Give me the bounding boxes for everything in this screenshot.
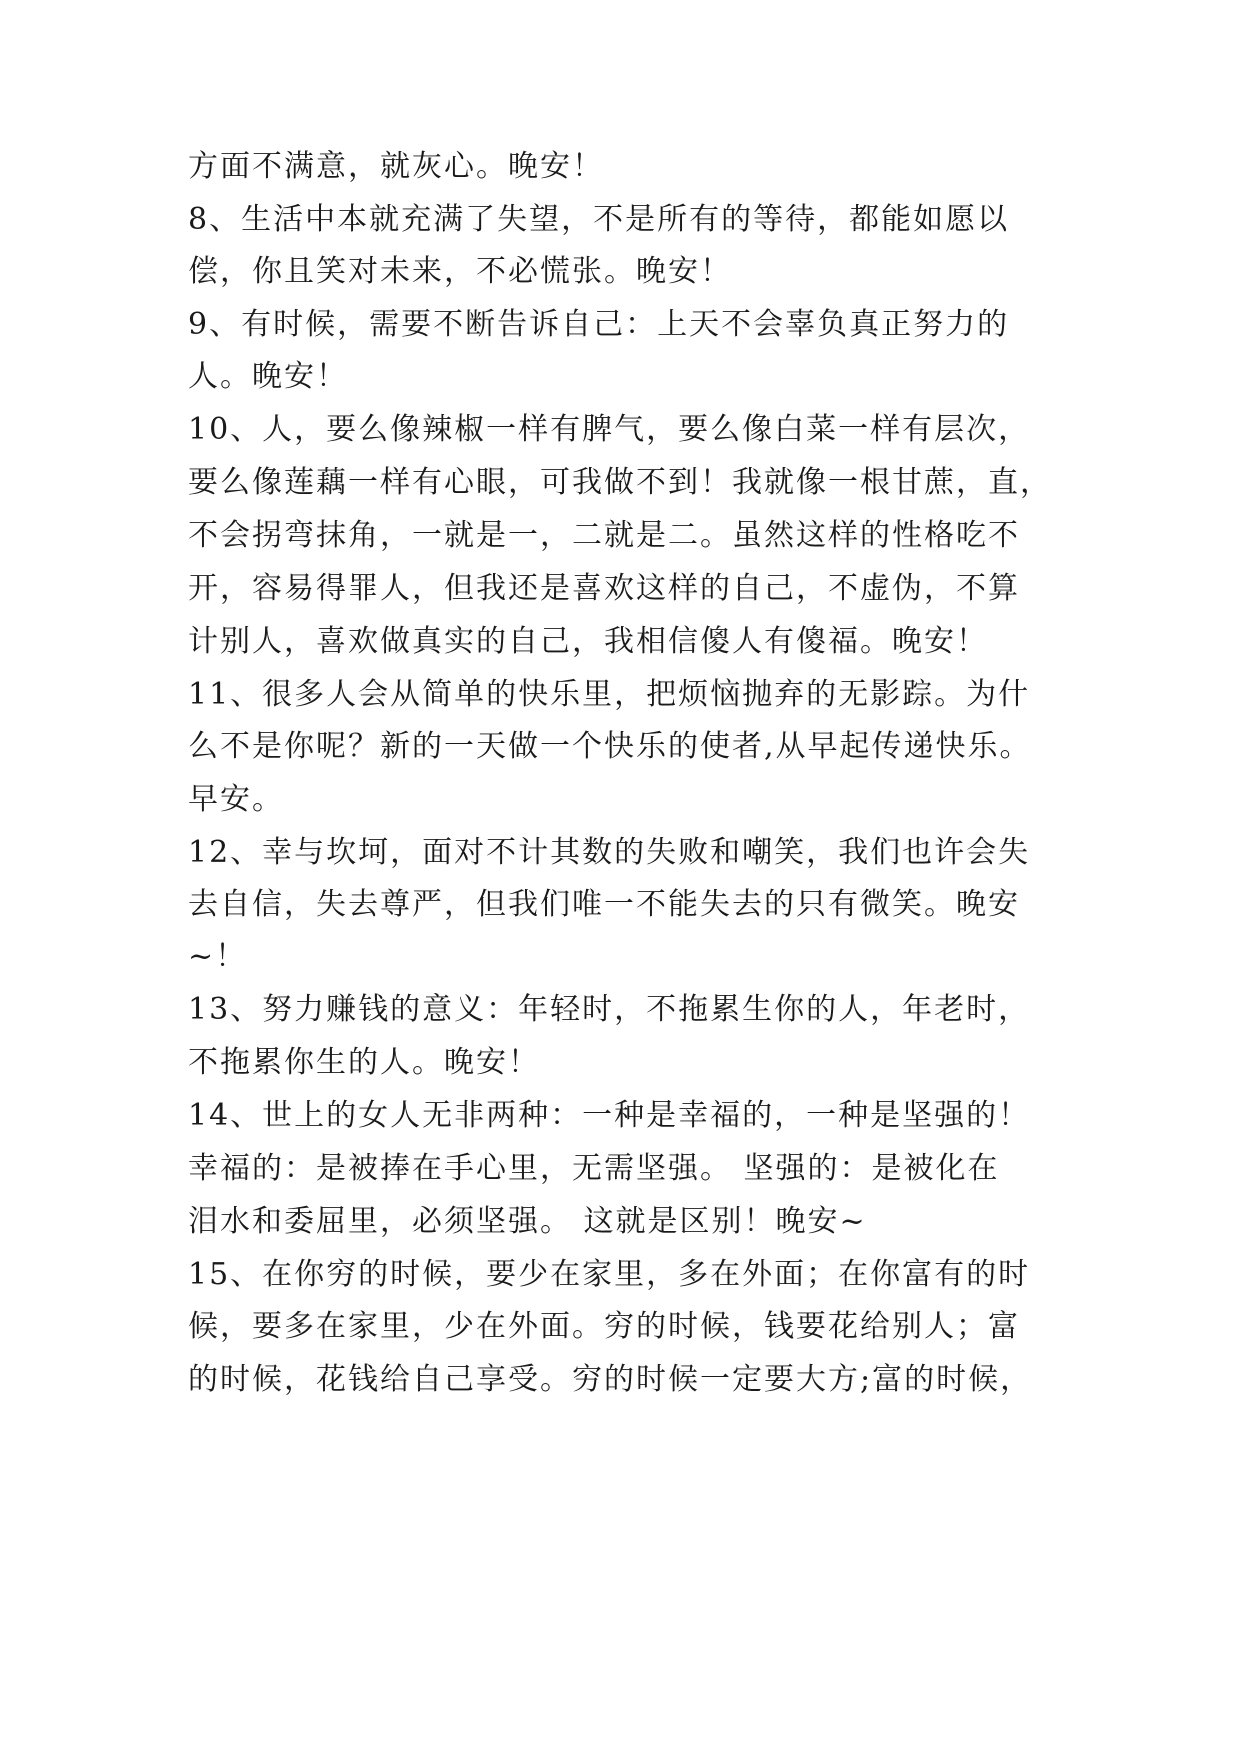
text-line: 幸福的：是被捧在手心里，无需坚强。 坚强的：是被化在 — [188, 1151, 1000, 1186]
text-line: 11、很多人会从简单的快乐里，把烦恼抛弃的无影踪。为什 — [188, 677, 1031, 712]
text-line: 不会拐弯抹角，一就是一，二就是二。虽然这样的性格吃不 — [188, 518, 1020, 553]
text-line: 开，容易得罪人，但我还是喜欢这样的自己，不虚伪，不算 — [188, 571, 1020, 606]
text-line: 13、努力赚钱的意义：年轻时，不拖累生你的人，年老时， — [188, 992, 1031, 1027]
text-line: 不拖累你生的人。晚安！ — [188, 1045, 540, 1080]
text-line: 15、在你穷的时候，要少在家里，多在外面；在你富有的时 — [188, 1257, 1031, 1292]
text-line: 8、生活中本就充满了失望，不是所有的等待，都能如愿以 — [188, 202, 1010, 237]
text-line: 的时候，花钱给自己享受。穷的时候一定要大方;富的时候， — [188, 1362, 1033, 1397]
text-line: 计别人，喜欢做真实的自己，我相信傻人有傻福。晚安！ — [188, 624, 988, 659]
text-line: 12、幸与坎坷，面对不计其数的失败和嘲笑，我们也许会失 — [188, 835, 1031, 870]
text-line: 去自信，失去尊严，但我们唯一不能失去的只有微笑。晚安 — [188, 887, 1020, 922]
text-line: 要么像莲藕一样有心眼，可我做不到！我就像一根甘蔗，直， — [188, 465, 1052, 500]
text-line: 泪水和委屈里，必须坚强。 这就是区别！晚安~ — [188, 1204, 867, 1239]
text-line: 么不是你呢？新的一天做一个快乐的使者,从早起传递快乐。 — [188, 729, 1032, 764]
text-line: 14、世上的女人无非两种：一种是幸福的，一种是坚强的！ — [188, 1098, 1031, 1133]
text-line: ~！ — [188, 939, 248, 974]
text-line: 候，要多在家里，少在外面。穷的时候，钱要花给别人；富 — [188, 1309, 1020, 1344]
text-line: 早安。 — [188, 782, 284, 817]
text-line: 9、有时候，需要不断告诉自己：上天不会辜负真正努力的 — [188, 307, 1010, 342]
text-line: 偿，你且笑对未来，不必慌张。晚安！ — [188, 254, 732, 289]
text-line: 人。晚安！ — [188, 359, 348, 394]
text-line: 10、人，要么像辣椒一样有脾气，要么像白菜一样有层次， — [188, 412, 1031, 447]
text-line: 方面不满意，就灰心。晚安！ — [188, 149, 604, 184]
